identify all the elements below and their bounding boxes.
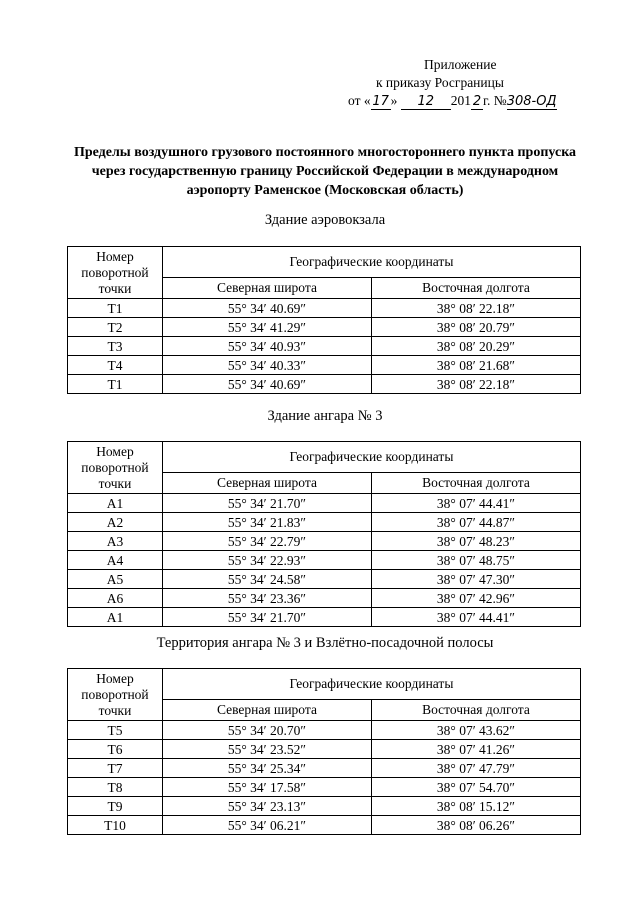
handwritten-month: 12 — [401, 95, 451, 110]
header-latitude: Северная широта — [162, 700, 371, 721]
longitude-cell: 38° 07′ 47.79″ — [371, 759, 580, 778]
longitude-cell: 38° 07′ 44.41″ — [371, 608, 580, 627]
handwritten-day: 17 — [372, 94, 389, 109]
point-cell: А2 — [68, 513, 163, 532]
table-row — [68, 797, 581, 816]
table-row — [68, 299, 581, 318]
longitude-cell: 38° 07′ 41.26″ — [371, 740, 580, 759]
year-suffix: г. № — [482, 93, 507, 108]
table-row — [68, 608, 581, 627]
table-row — [68, 589, 581, 608]
year-prefix: 201 — [450, 93, 471, 108]
table-row — [68, 570, 581, 589]
longitude-cell: 38° 08′ 15.12″ — [371, 797, 580, 816]
latitude-cell: 55° 34′ 41.29″ — [162, 318, 371, 337]
latitude-cell: 55° 34′ 40.33″ — [162, 356, 371, 375]
longitude-cell: 38° 07′ 48.23″ — [371, 532, 580, 551]
point-cell: Т1 — [68, 375, 163, 394]
point-cell: Т9 — [68, 797, 163, 816]
latitude-cell: 55° 34′ 21.70″ — [162, 494, 371, 513]
longitude-cell: 38° 07′ 43.62″ — [371, 721, 580, 740]
point-cell: Т5 — [68, 721, 163, 740]
section-title: Здание аэровокзала — [264, 212, 386, 228]
latitude-cell: 55° 34′ 22.93″ — [162, 551, 371, 570]
header-latitude: Северная широта — [162, 278, 371, 299]
latitude-cell: 55° 34′ 22.79″ — [162, 532, 371, 551]
table-row — [68, 318, 581, 337]
table-row — [68, 778, 581, 797]
latitude-cell: 55° 34′ 23.36″ — [162, 589, 371, 608]
header-longitude: Восточная долгота — [371, 473, 580, 494]
coordinates-table — [67, 246, 581, 394]
longitude-cell: 38° 08′ 22.18″ — [371, 375, 580, 394]
date-prefix: от « — [348, 93, 371, 108]
longitude-cell: 38° 08′ 06.26″ — [371, 816, 580, 835]
latitude-cell: 55° 34′ 23.13″ — [162, 797, 371, 816]
longitude-cell: 38° 08′ 20.79″ — [371, 318, 580, 337]
point-cell: А3 — [68, 532, 163, 551]
point-cell: А4 — [68, 551, 163, 570]
point-cell: Т2 — [68, 318, 163, 337]
appendix-date-number — [340, 92, 600, 110]
table-row — [68, 816, 581, 835]
longitude-cell: 38° 07′ 44.41″ — [371, 494, 580, 513]
section-title: Территория ангара № 3 и Взлётно-посадочной полосы — [156, 635, 494, 651]
table-row — [68, 337, 581, 356]
header-longitude: Восточная долгота — [371, 700, 580, 721]
appendix-header — [340, 56, 600, 110]
header-latitude: Северная широта — [162, 473, 371, 494]
appendix-order-ref: к приказу Росграницы — [376, 75, 504, 90]
longitude-cell: 38° 07′ 44.87″ — [371, 513, 580, 532]
longitude-cell: 38° 08′ 21.68″ — [371, 356, 580, 375]
latitude-cell: 55° 34′ 25.34″ — [162, 759, 371, 778]
header-point-number: Номер поворотной точки — [68, 669, 163, 721]
handwritten-order-number: 308-ОД — [506, 94, 557, 109]
table-row — [68, 721, 581, 740]
latitude-cell: 55° 34′ 24.58″ — [162, 570, 371, 589]
section-title: Здание ангара № 3 — [267, 408, 383, 424]
appendix-label: Приложение — [424, 57, 497, 72]
point-cell: А6 — [68, 589, 163, 608]
latitude-cell: 55° 34′ 21.83″ — [162, 513, 371, 532]
handwritten-year-digit: 2 — [472, 94, 482, 109]
longitude-cell: 38° 07′ 48.75″ — [371, 551, 580, 570]
point-cell: Т10 — [68, 816, 163, 835]
point-cell: Т3 — [68, 337, 163, 356]
table-header-row — [68, 442, 581, 473]
header-geo-coordinates: Географические координаты — [162, 669, 580, 700]
table-row — [68, 513, 581, 532]
latitude-cell: 55° 34′ 40.69″ — [162, 299, 371, 318]
table-row — [68, 356, 581, 375]
point-cell: Т4 — [68, 356, 163, 375]
longitude-cell: 38° 08′ 20.29″ — [371, 337, 580, 356]
point-cell: А5 — [68, 570, 163, 589]
table-row — [68, 551, 581, 570]
latitude-cell: 55° 34′ 06.21″ — [162, 816, 371, 835]
point-cell: А1 — [68, 494, 163, 513]
table-row — [68, 494, 581, 513]
table-row — [68, 740, 581, 759]
document-title: Пределы воздушного грузового постоянного многостороннего пункта пропуска через государственную границу Российской Федерации в международном аэропорту Раменское (Московская область) — [73, 145, 577, 198]
table-row — [68, 532, 581, 551]
header-geo-coordinates: Географические координаты — [162, 442, 580, 473]
latitude-cell: 55° 34′ 40.69″ — [162, 375, 371, 394]
date-quote-close: » — [390, 93, 398, 108]
point-cell: А1 — [68, 608, 163, 627]
latitude-cell: 55° 34′ 21.70″ — [162, 608, 371, 627]
latitude-cell: 55° 34′ 20.70″ — [162, 721, 371, 740]
longitude-cell: 38° 07′ 47.30″ — [371, 570, 580, 589]
table-row — [68, 375, 581, 394]
header-point-number: Номер поворотной точки — [68, 442, 163, 494]
table-header-row — [68, 669, 581, 700]
point-cell: Т6 — [68, 740, 163, 759]
latitude-cell: 55° 34′ 23.52″ — [162, 740, 371, 759]
longitude-cell: 38° 08′ 22.18″ — [371, 299, 580, 318]
longitude-cell: 38° 07′ 42.96″ — [371, 589, 580, 608]
table-row — [68, 759, 581, 778]
point-cell: Т1 — [68, 299, 163, 318]
header-geo-coordinates: Географические координаты — [162, 247, 580, 278]
coordinates-table — [67, 441, 581, 627]
point-cell: Т7 — [68, 759, 163, 778]
header-longitude: Восточная долгота — [371, 278, 580, 299]
latitude-cell: 55° 34′ 17.58″ — [162, 778, 371, 797]
longitude-cell: 38° 07′ 54.70″ — [371, 778, 580, 797]
latitude-cell: 55° 34′ 40.93″ — [162, 337, 371, 356]
coordinates-table — [67, 668, 581, 835]
point-cell: Т8 — [68, 778, 163, 797]
header-point-number: Номер поворотной точки — [68, 247, 163, 299]
table-header-row — [68, 247, 581, 278]
